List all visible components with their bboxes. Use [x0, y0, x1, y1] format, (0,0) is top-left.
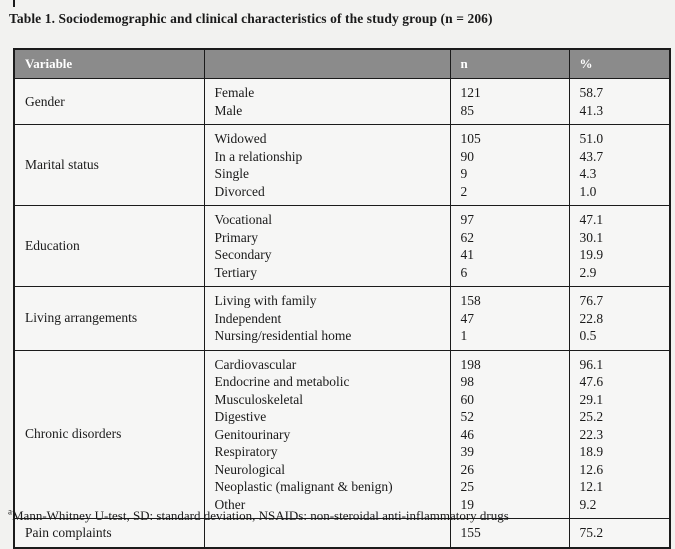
category-cell	[204, 206, 450, 287]
category-cell-line: Tertiary	[214, 264, 258, 280]
page-edge-artifact-line	[13, 0, 15, 7]
n-cell-line: 6	[460, 264, 468, 280]
n-cell	[450, 125, 569, 206]
percent-cell-line: 22.3	[579, 426, 604, 442]
percent-cell-line: 2.9	[579, 264, 597, 280]
table-group-row	[14, 350, 670, 519]
n-cell-line: 39	[460, 444, 474, 459]
category-cell-line: Other	[214, 496, 246, 512]
variable-cell: Marital status	[14, 125, 204, 206]
table-body	[14, 79, 670, 548]
category-cell-line	[215, 524, 440, 542]
n-cell	[450, 79, 569, 125]
percent-cell-line: 96.1	[579, 356, 604, 372]
category-cell	[204, 79, 450, 125]
variable-cell: Education	[14, 206, 204, 287]
table-caption: Table 1. Sociodemographic and clinical characteristics of the study group (n = 206)	[9, 11, 493, 26]
percent-cell-line: 12.1	[579, 479, 604, 494]
percent-cell-line: 9.2	[579, 496, 597, 512]
n-cell-line: 121	[460, 85, 481, 100]
n-cell-line: 1	[460, 328, 468, 343]
category-cell-line: Digestive	[214, 409, 267, 424]
category-cell-line: Widowed	[214, 131, 267, 146]
footnote	[8, 508, 668, 524]
n-cell-line: 26	[460, 461, 474, 477]
variable-cell: Gender	[14, 79, 204, 125]
category-cell-line: Musculoskeletal	[214, 391, 303, 407]
percent-cell-line: 29.1	[579, 391, 604, 407]
n-cell-line: 2	[460, 183, 468, 199]
category-cell-line: Endocrine and metabolic	[214, 374, 350, 389]
category-cell-line: Male	[214, 102, 243, 118]
header-variable: Variable	[14, 49, 204, 79]
percent-cell-line: 18.9	[579, 444, 604, 459]
footnote-marker: a	[8, 506, 12, 517]
category-cell-line: Divorced	[214, 183, 265, 199]
n-cell-line: 158	[460, 293, 481, 308]
table-group-row	[14, 79, 670, 125]
n-cell-line: 155	[460, 525, 481, 540]
percent-cell-line: 12.6	[579, 461, 604, 477]
n-cell-line: 46	[460, 426, 474, 442]
percent-cell-line: 58.7	[579, 85, 604, 100]
percent-cell	[569, 350, 670, 519]
percent-cell-line: 43.7	[579, 148, 604, 164]
n-cell-line: 85	[460, 102, 474, 118]
category-cell-line: Cardiovascular	[214, 356, 297, 372]
n-cell-line: 62	[460, 229, 474, 245]
n-cell-line: 97	[460, 212, 474, 227]
percent-cell	[569, 287, 670, 351]
variable-cell: Chronic disorders	[14, 350, 204, 519]
n-cell-line: 90	[460, 148, 474, 164]
header-category	[204, 49, 450, 79]
n-cell	[450, 287, 569, 351]
n-cell-line: 198	[460, 356, 481, 372]
category-cell	[204, 350, 450, 519]
table-group-row	[14, 206, 670, 287]
category-cell	[204, 125, 450, 206]
n-cell-line: 25	[460, 479, 474, 494]
percent-cell-line: 76.7	[579, 293, 604, 308]
percent-cell-line: 19.9	[579, 247, 604, 262]
category-cell-line: Neurological	[214, 461, 285, 477]
percent-cell-line: 25.2	[579, 409, 604, 424]
percent-cell	[569, 206, 670, 287]
n-cell	[450, 206, 569, 287]
n-cell-line: 47	[460, 310, 474, 326]
category-cell-line: Independent	[214, 310, 282, 326]
percent-cell-line: 4.3	[579, 166, 597, 181]
category-cell-line: Female	[214, 85, 255, 100]
characteristics-table	[13, 48, 671, 549]
percent-cell-line: 1.0	[579, 183, 597, 199]
category-cell-line: Neoplastic (malignant & benign)	[214, 479, 393, 494]
percent-cell	[569, 79, 670, 125]
table-header	[14, 49, 670, 79]
header-n: n	[450, 49, 569, 79]
n-cell-line: 9	[460, 166, 468, 181]
n-cell-line: 60	[460, 391, 474, 407]
category-cell-line: Living with family	[214, 293, 317, 308]
variable-cell: Living arrangements	[14, 287, 204, 351]
footnote-text: Mann-Whitney U-test, SD: standard deviation, NSAIDs: non-steroidal anti-inflammatory drugs	[12, 508, 509, 523]
category-cell-line: In a relationship	[214, 148, 303, 164]
n-cell	[450, 350, 569, 519]
header-row	[14, 49, 670, 79]
n-cell-line: 52	[460, 409, 474, 424]
category-cell	[204, 287, 450, 351]
percent-cell-line: 41.3	[579, 102, 604, 118]
percent-cell-line: 47.6	[579, 374, 604, 389]
percent-cell-line: 30.1	[579, 229, 604, 245]
category-cell-line: Vocational	[214, 212, 272, 227]
category-cell-line: Secondary	[214, 247, 272, 262]
category-cell-line: Primary	[214, 229, 258, 245]
category-cell-line: Genitourinary	[214, 426, 291, 442]
category-cell-line: Respiratory	[214, 444, 278, 459]
percent-cell-line: 51.0	[579, 131, 604, 146]
table-group-row	[14, 125, 670, 206]
percent-cell-line: 47.1	[579, 212, 604, 227]
n-cell-line: 41	[460, 247, 474, 262]
n-cell-line: 19	[460, 496, 474, 512]
percent-cell	[569, 125, 670, 206]
category-cell-line: Nursing/residential home	[214, 328, 352, 343]
variable-cell: Pain complaints	[14, 519, 204, 548]
category-cell-line: Single	[214, 166, 250, 181]
percent-cell-line: 0.5	[579, 328, 597, 343]
percent-cell-line: 22.8	[579, 310, 604, 326]
table-group-row	[14, 287, 670, 351]
n-cell-line: 105	[460, 131, 481, 146]
header-percent: %	[569, 49, 670, 79]
percent-cell-line: 75.2	[579, 525, 604, 540]
n-cell-line: 98	[460, 374, 474, 389]
